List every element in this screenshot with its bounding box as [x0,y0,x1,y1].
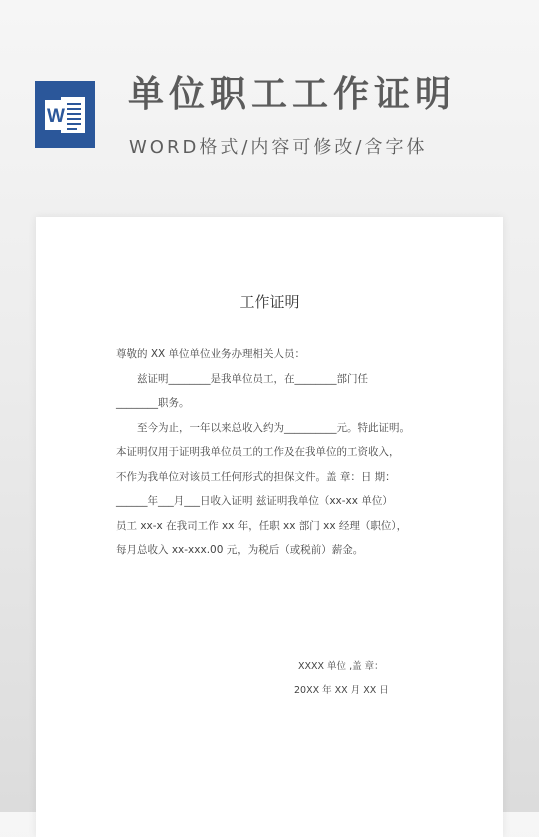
body-line: 至今为止，一年以来总收入约为__________元。特此证明。 [137,421,410,434]
document-body [116,342,432,563]
signature-block [294,655,389,703]
body-line: ________职务。 [116,397,190,409]
word-icon [35,81,95,148]
signature-unit: XXXX 单位 ,盖 章： [298,661,384,672]
body-line: 兹证明________是我单位员工，在________部门任 [137,372,368,385]
body-line: 本证明仅用于证明我单位员工的工作及在我单位的工资收入， [116,446,400,458]
body-line: 每月总收入 xx-xxx.00 元，为税后（或税前）薪金。 [116,544,364,556]
body-line: ______年___月___日收入证明 兹证明我单位（xx-xx 单位） [116,495,393,507]
document-page [36,217,503,837]
page-subtitle: WORD格式/内容可修改/含字体 [129,137,428,158]
signature-date: 20XX 年 XX 月 XX 日 [294,685,389,696]
document-title: 工作证明 [239,293,300,311]
body-line: 员工 xx-x 在我司工作 xx 年，任职 xx 部门 xx 经理（职位）， [116,519,408,532]
page-title: 单位职工工作证明 [128,74,457,115]
svg-text:W: W [47,106,65,127]
body-line: 不作为我单位对该员工任何形式的担保文件。盖 章：日 期： [116,470,396,483]
salutation-line: 尊敬的 XX 单位单位业务办理相关人员： [116,348,306,360]
